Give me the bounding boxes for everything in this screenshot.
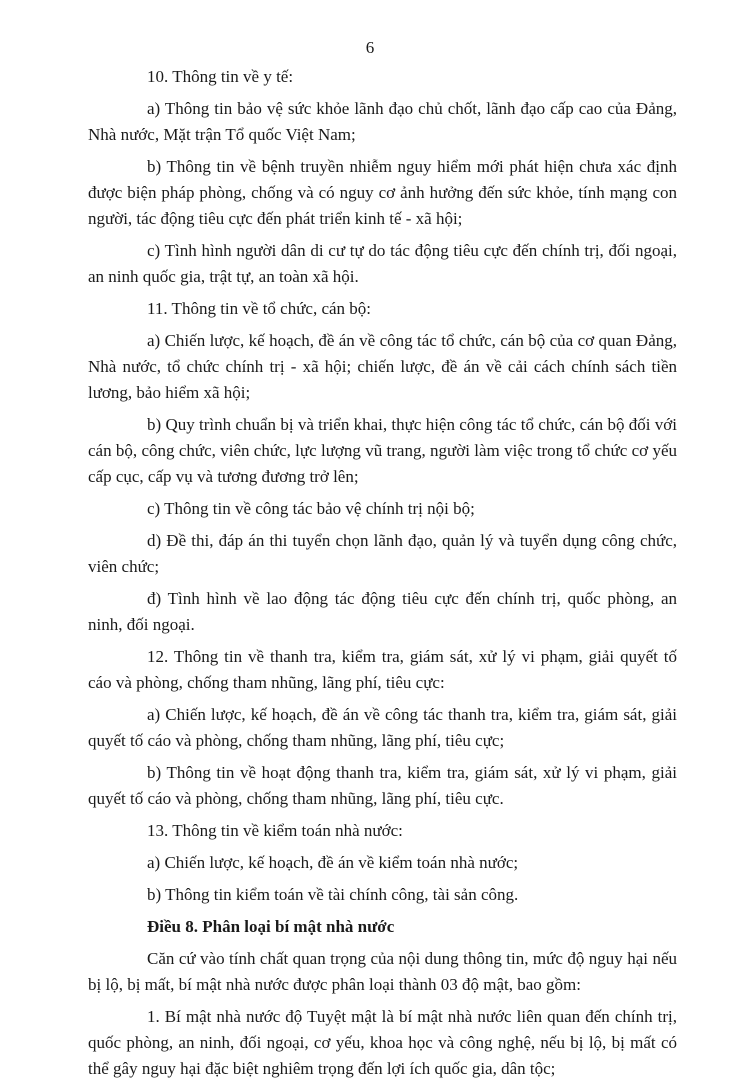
paragraph-section-11: 11. Thông tin về tổ chức, cán bộ: [147, 299, 372, 318]
paragraph-section-12: 12. Thông tin về thanh tra, kiểm tra, giám sát, xử lý vi phạm, giải quyết tố cáo và phòng, chống tham nhũng, lãng phí, tiêu cực: [88, 647, 677, 692]
paragraph-article-8-intro: Căn cứ vào tính chất quan trọng của nội dung thông tin, mức độ nguy hại nếu bị lộ, bị mất, bí mật nhà nước được phân loại thành 03 độ mật, bao gồm: [88, 949, 677, 994]
paragraph-10b: b) Thông tin về bệnh truyền nhiễm nguy hiểm mới phát hiện chưa xác định được biện pháp phòng, chống và có nguy cơ ảnh hưởng đến sức khỏe, tính mạng con người, tác động tiêu cực đến phát triển kinh tế - xã hội; [88, 157, 677, 228]
paragraph-section-10: 10. Thông tin về y tế: [147, 67, 294, 86]
page-number: 6 [365, 38, 375, 57]
document-body [88, 64, 677, 1088]
paragraph-12a: a) Chiến lược, kế hoạch, đề án về công tác thanh tra, kiểm tra, giám sát, giải quyết tố cáo và phòng, chống tham nhũng, lãng phí, tiêu cực; [88, 705, 677, 750]
paragraph-13b: b) Thông tin kiểm toán về tài chính công, tài sản công. [147, 885, 519, 904]
paragraph-13a: a) Chiến lược, kế hoạch, đề án về kiểm toán nhà nước; [147, 853, 519, 872]
paragraph-11a: a) Chiến lược, kế hoạch, đề án về công tác tổ chức, cán bộ của cơ quan Đảng, Nhà nước, tổ chức chính trị - xã hội; chiến lược, đề án về cải cách chính sách tiền lương, bảo hiểm xã hội; [88, 331, 677, 402]
paragraph-11d: d) Đề thi, đáp án thi tuyển chọn lãnh đạo, quản lý và tuyển dụng công chức, viên chức; [88, 531, 677, 576]
paragraph-article-8-item-1: 1. Bí mật nhà nước độ Tuyệt mật là bí mật nhà nước liên quan đến chính trị, quốc phòng, an ninh, đối ngoại, cơ yếu, khoa học và công nghệ, nếu bị lộ, bị mất có thể gây nguy hại đặc biệt nghiêm trọng đến lợi ích quốc gia, dân tộc; [88, 1007, 677, 1078]
paragraph-10c: c) Tình hình người dân di cư tự do tác động tiêu cực đến chính trị, đối ngoại, an ninh quốc gia, trật tự, an toàn xã hội. [88, 241, 677, 286]
article-8-heading: Điều 8. Phân loại bí mật nhà nước [147, 917, 395, 936]
paragraph-section-13: 13. Thông tin về kiểm toán nhà nước: [147, 821, 403, 840]
paragraph-10a: a) Thông tin bảo vệ sức khỏe lãnh đạo chủ chốt, lãnh đạo cấp cao của Đảng, Nhà nước, Mặt trận Tổ quốc Việt Nam; [88, 99, 677, 144]
paragraph-11b: b) Quy trình chuẩn bị và triển khai, thực hiện công tác tổ chức, cán bộ đối với cán bộ, công chức, viên chức, lực lượng vũ trang, người làm việc trong tổ chức cơ yếu cấp cục, cấp vụ và tương đương trở lên; [88, 415, 677, 486]
paragraph-12b: b) Thông tin về hoạt động thanh tra, kiểm tra, giám sát, xử lý vi phạm, giải quyết tố cáo và phòng, chống tham nhũng, lãng phí, tiêu cực. [88, 763, 677, 808]
paragraph-11c: c) Thông tin về công tác bảo vệ chính trị nội bộ; [147, 499, 475, 518]
paragraph-11dd: đ) Tình hình về lao động tác động tiêu cực đến chính trị, quốc phòng, an ninh, đối ngoại. [88, 589, 677, 634]
